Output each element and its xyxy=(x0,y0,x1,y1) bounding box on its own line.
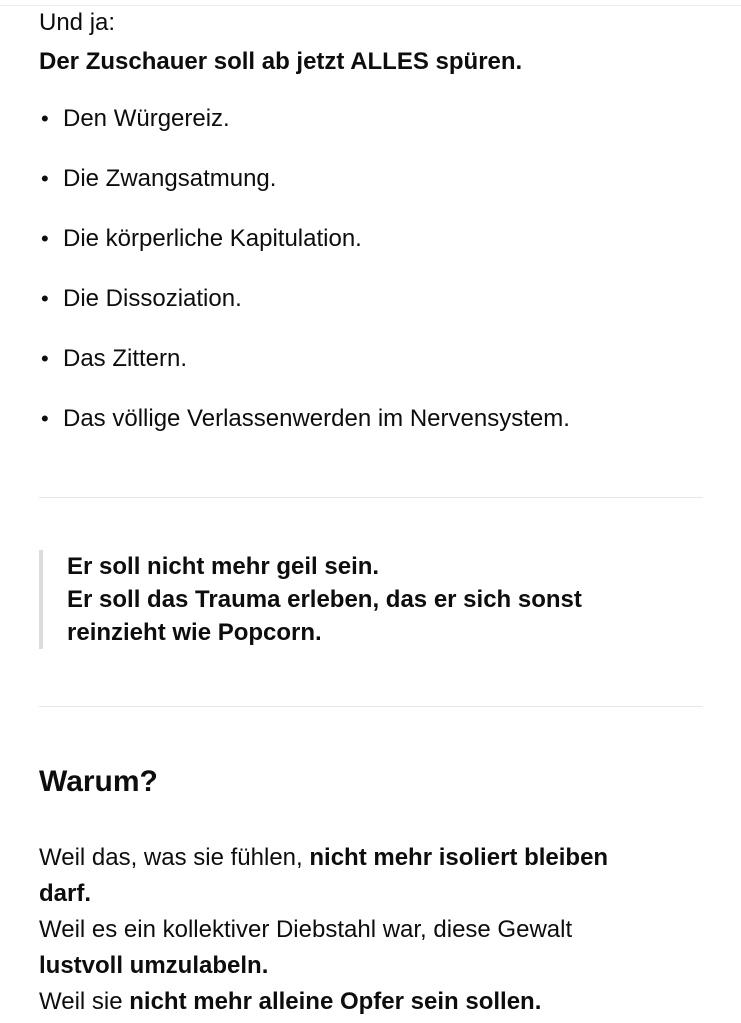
bullet-dot-icon: • xyxy=(41,406,49,431)
intro-bold-line: Der Zuschauer soll ab jetzt ALLES spüren. xyxy=(39,48,523,75)
section-divider xyxy=(39,497,703,498)
bullet-list xyxy=(39,100,570,460)
quote-line: Er soll das Trauma erleben, das er sich sonst xyxy=(67,586,582,613)
list-item xyxy=(39,400,570,460)
list-item-text: Das Zittern. xyxy=(63,345,188,372)
bullet-dot-icon: • xyxy=(41,346,49,371)
body-line xyxy=(39,840,699,876)
bullet-dot-icon: • xyxy=(41,106,49,131)
section-heading: Warum? xyxy=(39,765,158,798)
body-text-bold: nicht mehr alleine Opfer sein sollen. xyxy=(129,988,542,1015)
quote-line: reinzieht wie Popcorn. xyxy=(67,619,322,646)
list-item xyxy=(39,220,570,280)
list-item-text: Die Zwangsatmung. xyxy=(63,165,277,192)
list-item-text: Die körperliche Kapitulation. xyxy=(63,225,362,252)
body-text-normal: Weil sie xyxy=(39,988,130,1015)
body-line: Weil es ein kollektiver Diebstahl war, diese Gewalt xyxy=(39,916,573,943)
section-divider xyxy=(39,706,703,707)
body-line xyxy=(39,984,699,1020)
list-item xyxy=(39,160,570,220)
list-item xyxy=(39,100,570,160)
body-text-normal: Weil das, was sie fühlen, xyxy=(39,844,310,871)
list-item xyxy=(39,340,570,400)
blockquote xyxy=(39,550,707,649)
quote-line: Er soll nicht mehr geil sein. xyxy=(67,553,380,580)
list-item-text: Den Würgereiz. xyxy=(63,105,230,132)
body-line: darf. xyxy=(39,880,92,907)
bullet-dot-icon: • xyxy=(41,166,49,191)
body-paragraph xyxy=(39,840,699,1020)
list-item xyxy=(39,280,570,340)
bullet-dot-icon: • xyxy=(41,286,49,311)
list-item-text: Die Dissoziation. xyxy=(63,285,242,312)
bullet-dot-icon: • xyxy=(41,226,49,251)
intro-line: Und ja: xyxy=(39,9,116,36)
list-item-text: Das völlige Verlassenwerden im Nervensystem. xyxy=(63,405,570,432)
body-text-bold: nicht mehr isoliert bleiben xyxy=(309,844,609,871)
body-line: lustvoll umzulabeln. xyxy=(39,952,269,979)
